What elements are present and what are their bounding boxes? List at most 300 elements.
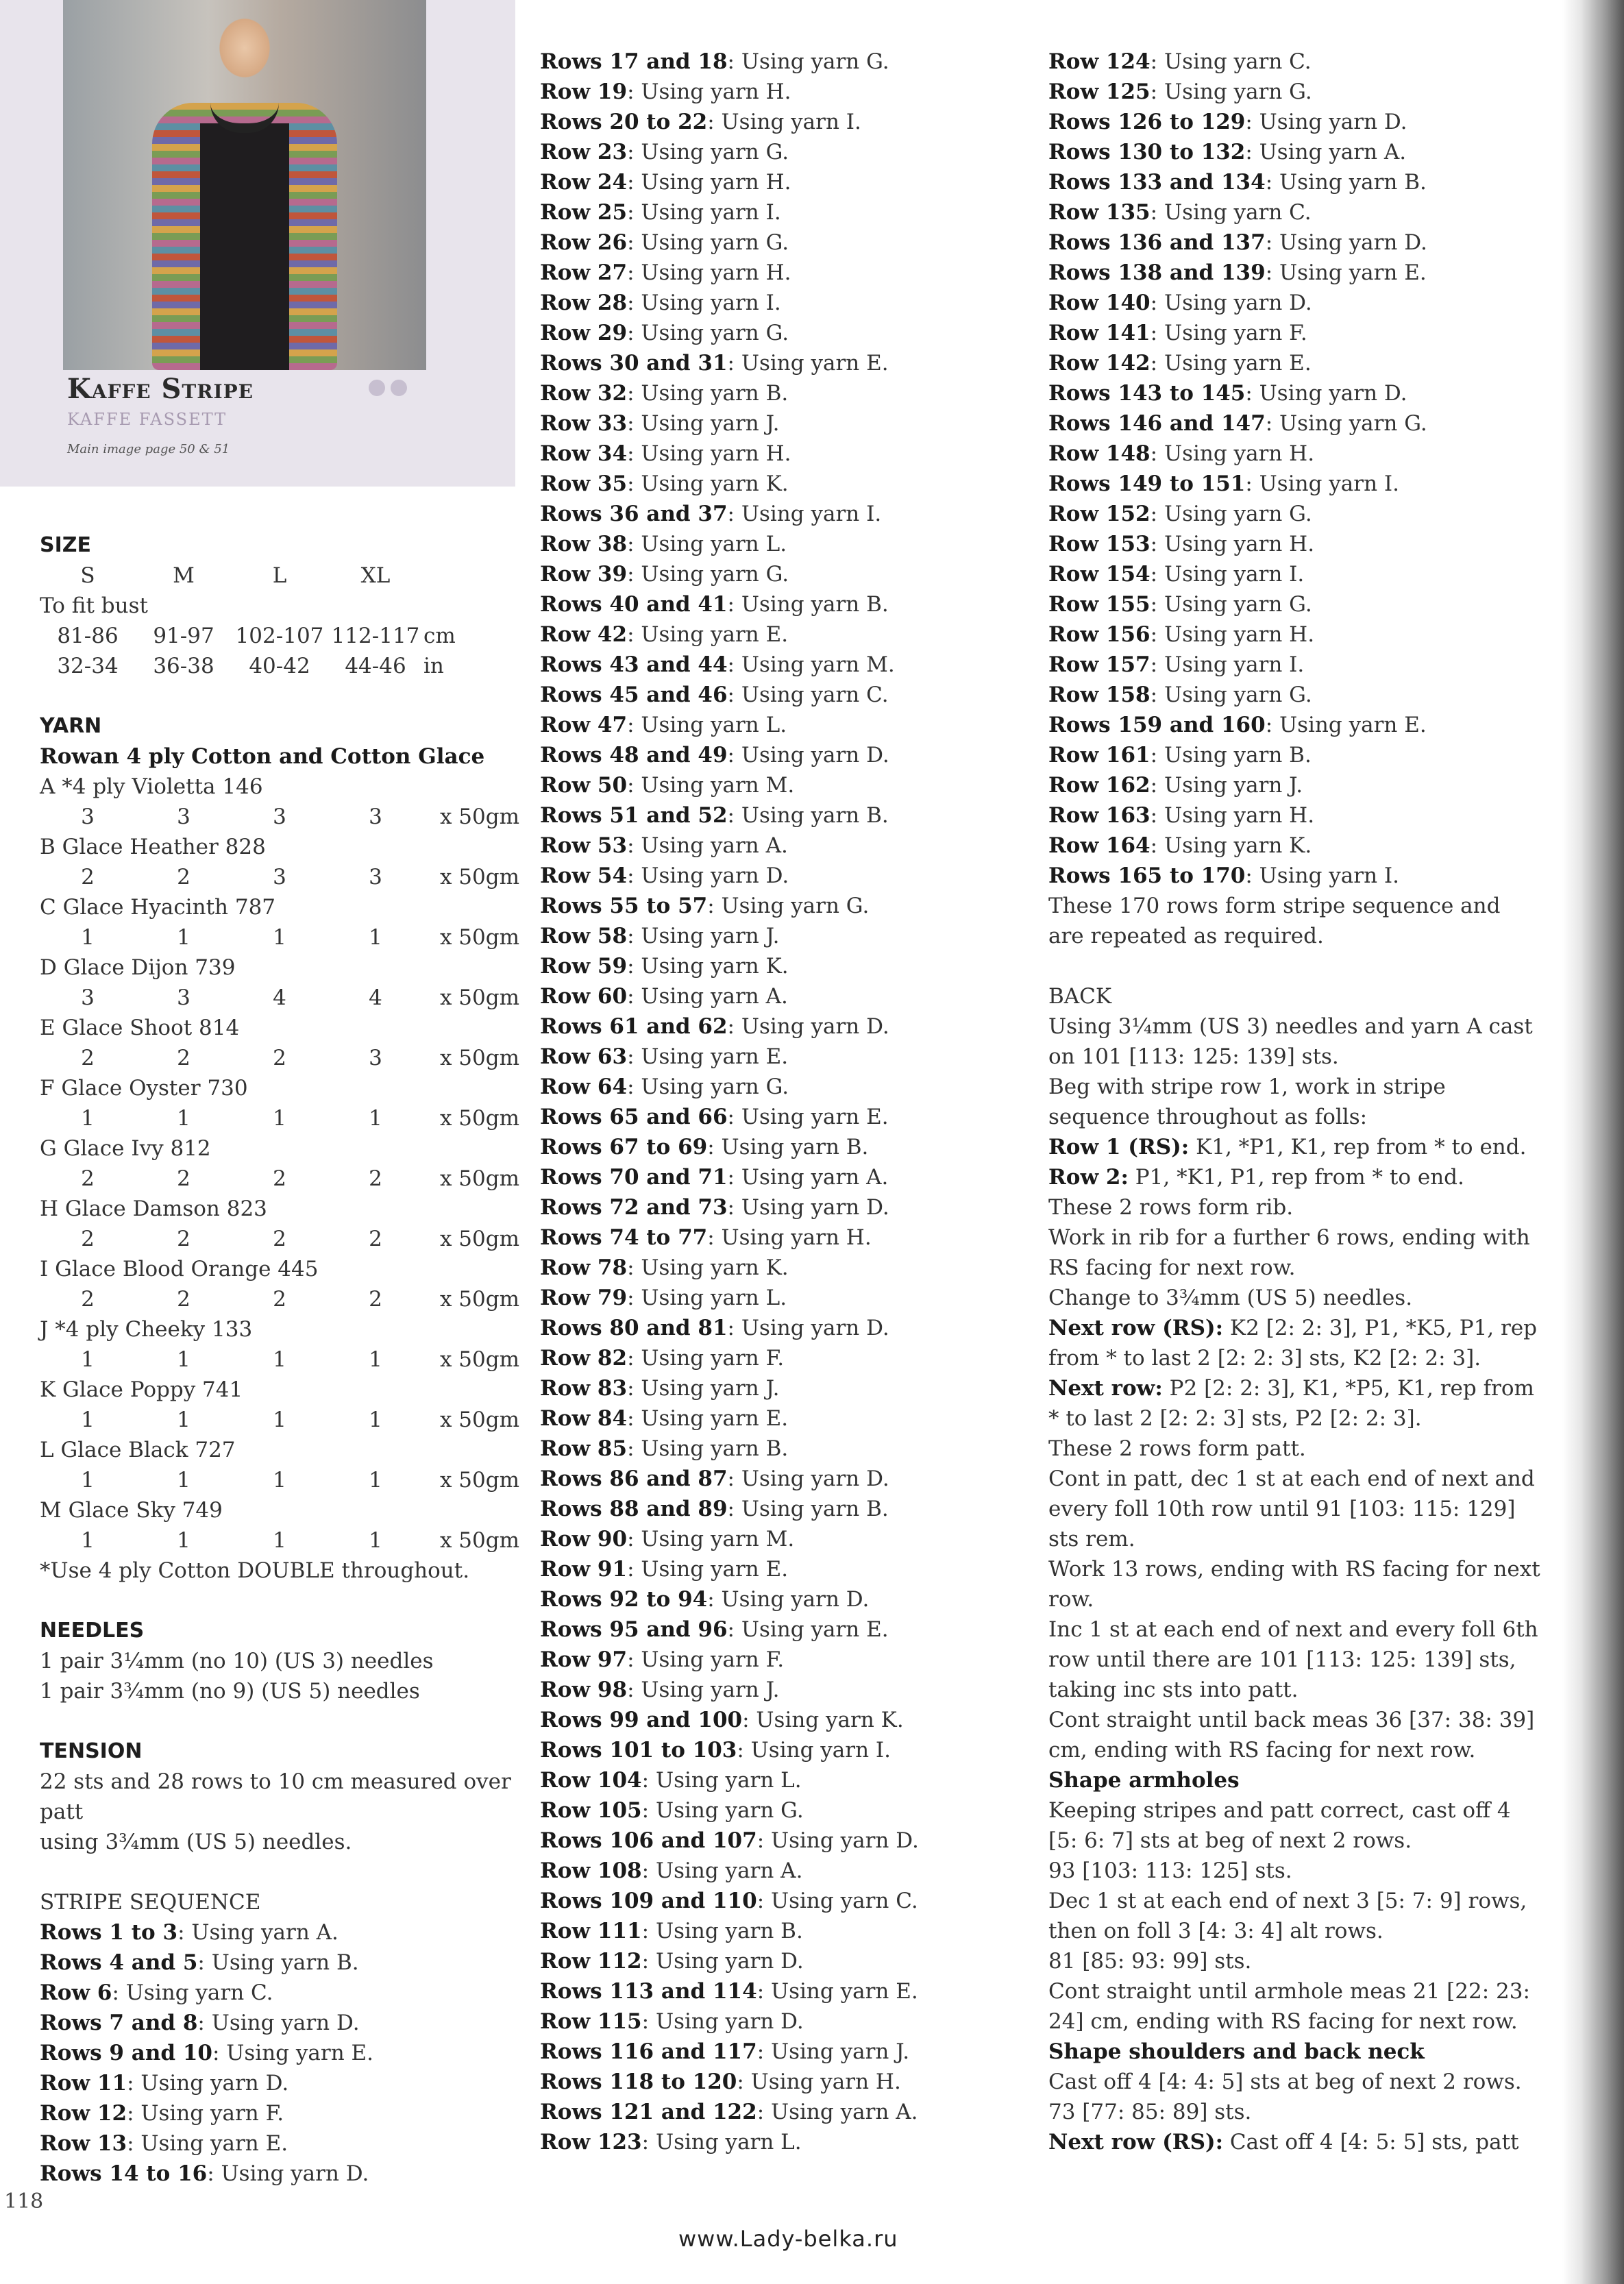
stripe-row-label: Rows 67 to 69 bbox=[540, 1135, 708, 1159]
stripe-row bbox=[540, 1313, 1033, 1343]
stripe-row-yarn: : Using yarn F. bbox=[1150, 321, 1307, 345]
stripe-row-yarn: : Using yarn E. bbox=[127, 2131, 288, 2156]
stripe-row-yarn: : Using yarn B. bbox=[197, 1950, 359, 1975]
stripe-row-yarn: : Using yarn B. bbox=[1150, 743, 1312, 768]
stripe-row-label: Rows 88 and 89 bbox=[540, 1497, 728, 1521]
instruction-text: Inc 1 st at each end of next and every foll 6th row until there are 101 [113: 125: 139] sts, taking inc sts into patt. bbox=[1048, 1617, 1538, 1702]
stripe-row-label: Row 33 bbox=[540, 411, 628, 436]
stripe-row bbox=[1048, 589, 1542, 619]
stripe-row bbox=[540, 1192, 1033, 1223]
stripe-row bbox=[540, 1403, 1033, 1434]
stripe-heading: STRIPE SEQUENCE bbox=[40, 1890, 261, 1915]
stripe-row-yarn: : Using yarn G. bbox=[707, 894, 870, 918]
yarn-quantity: 1 bbox=[81, 1528, 95, 1553]
stripe-row-yarn: : Using yarn H. bbox=[1150, 803, 1315, 828]
instruction-line bbox=[1048, 1795, 1542, 1856]
stripe-row-yarn: : Using yarn D. bbox=[127, 2071, 289, 2096]
stripe-row bbox=[40, 2038, 519, 2068]
header-panel bbox=[0, 0, 515, 487]
stripe-row-yarn: : Using yarn B. bbox=[627, 381, 789, 406]
stripe-row-label: Rows 143 to 145 bbox=[1048, 381, 1246, 406]
stripe-row-yarn: : Using yarn E. bbox=[212, 2041, 373, 2065]
stripe-row-yarn: : Using yarn H. bbox=[627, 170, 791, 195]
stripe-row-yarn: : Using yarn M. bbox=[627, 1527, 795, 1551]
yarn-quantity: 2 bbox=[273, 1227, 286, 1251]
section-subheading: Shape shoulders and back neck bbox=[1048, 2039, 1425, 2064]
website-watermark: www.Lady-belka.ru bbox=[678, 2226, 898, 2252]
stripe-row bbox=[540, 167, 1033, 197]
stripe-row-label: Rows 45 and 46 bbox=[540, 683, 728, 707]
yarn-quantity: 1 bbox=[369, 1468, 382, 1493]
instruction-text: Using 3¼mm (US 3) needles and yarn A cast on 101 [113: 125: 139] sts. bbox=[1048, 1014, 1533, 1069]
stripe-row-label: Rows 121 and 122 bbox=[540, 2100, 757, 2124]
stripe-row-yarn: : Using yarn G. bbox=[627, 1075, 789, 1099]
stripe-row bbox=[1048, 559, 1542, 589]
yarn-quantity: 1 bbox=[177, 1106, 190, 1131]
stripe-row bbox=[540, 2127, 1033, 2157]
yarn-quantity: 2 bbox=[177, 865, 190, 889]
stripe-row bbox=[540, 1494, 1033, 1524]
stripe-row-yarn: : Using yarn B. bbox=[727, 1497, 889, 1521]
stripe-row-label: Row 42 bbox=[540, 622, 628, 647]
stripe-row bbox=[1048, 650, 1542, 680]
yarn-heading: YARN bbox=[40, 714, 102, 738]
instruction-text: Beg with stripe row 1, work in stripe sequence throughout as folls: bbox=[1048, 1075, 1446, 1129]
stripe-row-yarn: : Using yarn I. bbox=[707, 110, 861, 134]
instruction-text: 73 [77: 85: 89] sts. bbox=[1048, 2100, 1252, 2124]
size-labels-row bbox=[40, 561, 519, 591]
stripe-row bbox=[1048, 228, 1542, 258]
stripe-row bbox=[1048, 107, 1542, 137]
stripe-row-yarn: : Using yarn D. bbox=[1150, 291, 1312, 315]
stripe-row-label: Row 25 bbox=[540, 200, 628, 225]
stripe-row bbox=[540, 770, 1033, 800]
tension-line: 22 sts and 28 rows to 10 cm measured over patt bbox=[40, 1769, 511, 1824]
stripe-row-label: Rows 126 to 129 bbox=[1048, 110, 1246, 134]
yarn-list bbox=[40, 772, 519, 1556]
instruction-line bbox=[1048, 1614, 1542, 1705]
stripe-row-yarn: : Using yarn G. bbox=[1150, 683, 1312, 707]
instruction-text: These 2 rows form patt. bbox=[1048, 1436, 1306, 1461]
stripe-row-yarn: : Using yarn K. bbox=[742, 1708, 904, 1732]
yarn-unit: x 50gm bbox=[439, 925, 519, 950]
stripe-row-yarn: : Using yarn E. bbox=[1265, 260, 1427, 285]
size-value: 40-42 bbox=[249, 654, 310, 678]
stripe-row-label: Row 26 bbox=[540, 230, 628, 255]
stripe-row-yarn: : Using yarn E. bbox=[727, 1617, 889, 1642]
stripe-row-label: Rows 99 and 100 bbox=[540, 1708, 743, 1732]
back-heading: BACK bbox=[1048, 984, 1112, 1009]
yarn-quantity: 3 bbox=[81, 805, 95, 829]
stripe-row bbox=[540, 258, 1033, 288]
stripe-row bbox=[540, 891, 1033, 921]
stripe-row-label: Rows 159 and 160 bbox=[1048, 713, 1266, 737]
instruction-line bbox=[1048, 1886, 1542, 1946]
yarn-quantity: 1 bbox=[273, 1468, 286, 1493]
stripe-row bbox=[1048, 740, 1542, 770]
stripe-row bbox=[540, 137, 1033, 167]
yarn-quantity: 3 bbox=[81, 985, 95, 1010]
stripe-row-label: Row 79 bbox=[540, 1286, 628, 1310]
stripe-row bbox=[1048, 378, 1542, 408]
stripe-row-label: Row 47 bbox=[540, 713, 628, 737]
stripe-row-yarn: : Using yarn D. bbox=[727, 1195, 889, 1220]
stripe-row-label: Row 63 bbox=[540, 1044, 628, 1069]
stripe-row-yarn: : Using yarn E. bbox=[627, 1044, 789, 1069]
stripe-row bbox=[540, 740, 1033, 770]
stripe-row-yarn: : Using yarn C. bbox=[727, 683, 889, 707]
stripe-row-label: Rows 9 and 10 bbox=[40, 2041, 212, 2065]
stripe-row bbox=[1048, 619, 1542, 650]
stripe-row bbox=[540, 1072, 1033, 1102]
stripe-row bbox=[1048, 167, 1542, 197]
yarn-quantity: 1 bbox=[81, 925, 95, 950]
stripe-row-yarn: : Using yarn C. bbox=[112, 1980, 273, 2005]
instruction-text: Keeping stripes and patt correct, cast off 4 [5: 6: 7] sts at beg of next 2 rows. bbox=[1048, 1798, 1511, 1853]
stripe-row-label: Row 155 bbox=[1048, 592, 1151, 617]
stripe-row bbox=[540, 47, 1033, 77]
stripe-row-yarn: : Using yarn H. bbox=[737, 2070, 901, 2094]
yarn-quantity: 1 bbox=[81, 1468, 95, 1493]
stripe-row-yarn: : Using yarn K. bbox=[627, 954, 789, 979]
stripe-row bbox=[540, 1976, 1033, 2006]
yarn-quantity: 1 bbox=[177, 1408, 190, 1432]
yarn-unit: x 50gm bbox=[439, 865, 519, 889]
instruction-line bbox=[1048, 1283, 1542, 1313]
stripe-row bbox=[540, 1554, 1033, 1584]
instruction-text: K2 [2: 2: 3], P1, *K5, P1, rep from * to last 2 [2: 2: 3] sts, K2 [2: 2: 3]. bbox=[1048, 1316, 1538, 1371]
instruction-line bbox=[1048, 1856, 1542, 1886]
stripe-row-label: Rows 17 and 18 bbox=[540, 49, 728, 74]
stripe-row bbox=[540, 499, 1033, 529]
stripe-row-yarn: : Using yarn E. bbox=[727, 1105, 889, 1129]
instruction-line bbox=[1048, 1223, 1542, 1283]
stripe-row-label: Row 35 bbox=[540, 471, 628, 496]
stripe-row-yarn: : Using yarn B. bbox=[641, 1919, 803, 1943]
stripe-row-label: Rows 43 and 44 bbox=[540, 652, 728, 677]
stripe-row bbox=[1048, 288, 1542, 318]
yarn-quantity: 2 bbox=[81, 865, 95, 889]
stripe-row-label: Row 28 bbox=[540, 291, 628, 315]
stripe-row-yarn: : Using yarn L. bbox=[627, 713, 787, 737]
stripe-row-label: Row 27 bbox=[540, 260, 628, 285]
yarn-quantity: 1 bbox=[369, 1528, 382, 1553]
yarn-quantity: 1 bbox=[369, 1408, 382, 1432]
stripe-row bbox=[1048, 469, 1542, 499]
yarn-quantity: 2 bbox=[177, 1287, 190, 1312]
yarn-quantity: 1 bbox=[81, 1106, 95, 1131]
instruction-text: Cont straight until armhole meas 21 [22: 23: 24] cm, ending with RS facing for next row. bbox=[1048, 1979, 1530, 2034]
yarn-quantities bbox=[40, 1103, 519, 1133]
stripe-row bbox=[540, 318, 1033, 348]
stripe-row bbox=[540, 107, 1033, 137]
stripe-row-yarn: : Using yarn H. bbox=[627, 260, 791, 285]
yarn-quantity: 1 bbox=[81, 1408, 95, 1432]
stripe-row bbox=[1048, 137, 1542, 167]
stripe-row-yarn: : Using yarn H. bbox=[627, 79, 791, 104]
instruction-text: P1, *K1, P1, rep from * to end. bbox=[1128, 1165, 1464, 1190]
stripe-row-yarn: : Using yarn D. bbox=[727, 1466, 889, 1491]
stripe-row bbox=[540, 1132, 1033, 1162]
stripe-row-yarn: : Using yarn I. bbox=[1245, 863, 1400, 888]
stripe-row-label: Row 83 bbox=[540, 1376, 628, 1401]
stripe-row-label: Row 19 bbox=[540, 79, 628, 104]
stripe-row bbox=[540, 650, 1033, 680]
stripe-row-label: Row 104 bbox=[540, 1768, 642, 1793]
stripe-row bbox=[540, 2067, 1033, 2097]
instruction-text: Work 13 rows, ending with RS facing for next row. bbox=[1048, 1557, 1540, 1612]
stripe-rows-col3 bbox=[1048, 47, 1542, 891]
stripe-row bbox=[540, 1614, 1033, 1645]
stripe-row-label: Rows 109 and 110 bbox=[540, 1889, 757, 1913]
stripe-row-yarn: : Using yarn D. bbox=[727, 1014, 889, 1039]
yarn-unit: x 50gm bbox=[439, 1166, 519, 1191]
stripe-row-yarn: : Using yarn C. bbox=[1150, 200, 1312, 225]
yarn-name: M Glace Sky 749 bbox=[40, 1498, 223, 1523]
yarn-unit: x 50gm bbox=[439, 985, 519, 1010]
stripe-row-label: Row 152 bbox=[1048, 502, 1151, 526]
size-unit: in bbox=[423, 654, 444, 678]
stripe-row-yarn: : Using yarn B. bbox=[1265, 170, 1427, 195]
stripe-row-label: Rows 36 and 37 bbox=[540, 502, 728, 526]
stripe-row-yarn: : Using yarn D. bbox=[1245, 110, 1407, 134]
stripe-row-label: Row 78 bbox=[540, 1255, 628, 1280]
yarn-quantity: 1 bbox=[177, 1468, 190, 1493]
yarn-quantity: 1 bbox=[369, 1347, 382, 1372]
stripe-row-label: Rows 70 and 71 bbox=[540, 1165, 728, 1190]
stripe-row bbox=[1048, 197, 1542, 228]
stripe-row bbox=[1048, 318, 1542, 348]
stripe-row-yarn: : Using yarn H. bbox=[1150, 532, 1315, 556]
stripe-row-label: Row 38 bbox=[540, 532, 628, 556]
stripe-row bbox=[540, 348, 1033, 378]
stripe-row bbox=[540, 378, 1033, 408]
stripe-row bbox=[40, 2128, 519, 2159]
stripe-row bbox=[1048, 348, 1542, 378]
stripe-row bbox=[540, 1011, 1033, 1042]
yarn-quantity: 2 bbox=[273, 1166, 286, 1191]
stripe-row bbox=[40, 2068, 519, 2098]
stripe-row-label: Rows 40 and 41 bbox=[540, 592, 728, 617]
stripe-row bbox=[540, 1283, 1033, 1313]
yarn-subheading: Rowan 4 ply Cotton and Cotton Glace bbox=[40, 744, 485, 769]
to-fit-bust-label: To fit bust bbox=[40, 593, 148, 618]
size-value: 102-107 bbox=[235, 624, 324, 648]
yarn-name: D Glace Dijon 739 bbox=[40, 955, 236, 980]
size-value: 91-97 bbox=[153, 624, 214, 648]
instruction-label: Next row (RS): bbox=[1048, 1316, 1224, 1340]
stripe-row-yarn: : Using yarn G. bbox=[727, 49, 889, 74]
stripe-row-label: Rows 136 and 137 bbox=[1048, 230, 1266, 255]
stripe-row-yarn: : Using yarn M. bbox=[627, 773, 795, 798]
stripe-row-label: Rows 95 and 96 bbox=[540, 1617, 728, 1642]
stripe-row-yarn: : Using yarn K. bbox=[1150, 833, 1312, 858]
stripe-row bbox=[540, 559, 1033, 589]
stripe-row bbox=[540, 197, 1033, 228]
instruction-text: 93 [103: 113: 125] sts. bbox=[1048, 1858, 1292, 1883]
stripe-row-label: Row 23 bbox=[540, 140, 628, 164]
stripe-row bbox=[1048, 831, 1542, 861]
yarn-quantity: 3 bbox=[273, 865, 286, 889]
stripe-row-yarn: : Using yarn D. bbox=[207, 2161, 369, 2186]
stripe-row-label: Rows 86 and 87 bbox=[540, 1466, 728, 1491]
instruction-text: Work in rib for a further 6 rows, ending with RS facing for next row. bbox=[1048, 1225, 1530, 1280]
instruction-line bbox=[1048, 1132, 1542, 1162]
stripe-row-label: Row 163 bbox=[1048, 803, 1151, 828]
stripe-rows-col1 bbox=[40, 1917, 519, 2189]
stripe-row bbox=[540, 1524, 1033, 1554]
yarn-quantities bbox=[40, 1525, 519, 1556]
yarn-quantity: 1 bbox=[369, 1106, 382, 1131]
stripe-row-label: Row 59 bbox=[540, 954, 628, 979]
stripe-row-yarn: : Using yarn D. bbox=[727, 1316, 889, 1340]
stripe-row-label: Row 58 bbox=[540, 924, 628, 948]
stripe-row bbox=[540, 951, 1033, 981]
stripe-row bbox=[40, 1917, 519, 1948]
yarn-name: L Glace Black 727 bbox=[40, 1438, 236, 1462]
instruction-text: Cont straight until back meas 36 [37: 38: 39] cm, ending with RS facing for next row. bbox=[1048, 1708, 1535, 1763]
stripe-row-label: Row 24 bbox=[540, 170, 628, 195]
stripe-row-label: Row 84 bbox=[540, 1406, 628, 1431]
size-heading: SIZE bbox=[40, 533, 92, 557]
stripe-row-yarn: : Using yarn J. bbox=[756, 2039, 910, 2064]
yarn-quantity: 2 bbox=[273, 1046, 286, 1070]
stripe-row bbox=[540, 861, 1033, 891]
stripe-row-label: Row 39 bbox=[540, 562, 628, 587]
stripe-row-label: Row 153 bbox=[1048, 532, 1151, 556]
yarn-unit: x 50gm bbox=[439, 805, 519, 829]
size-unit: cm bbox=[423, 624, 456, 648]
yarn-quantity: 2 bbox=[369, 1287, 382, 1312]
stripe-row bbox=[1048, 861, 1542, 891]
stripe-row-label: Row 90 bbox=[540, 1527, 628, 1551]
stripe-row-label: Rows 113 and 114 bbox=[540, 1979, 757, 2004]
stripe-row-yarn: : Using yarn D. bbox=[727, 743, 889, 768]
stripe-row-label: Rows 55 to 57 bbox=[540, 894, 708, 918]
yarn-note: *Use 4 ply Cotton DOUBLE throughout. bbox=[40, 1558, 470, 1583]
stripe-row-label: Row 124 bbox=[1048, 49, 1151, 74]
stripe-row-yarn: : Using yarn E. bbox=[1265, 713, 1427, 737]
stripe-row bbox=[540, 1705, 1033, 1735]
yarn-unit: x 50gm bbox=[439, 1347, 519, 1372]
yarn-unit: x 50gm bbox=[439, 1408, 519, 1432]
stripe-row-yarn: : Using yarn A. bbox=[627, 833, 788, 858]
yarn-quantity: 2 bbox=[81, 1227, 95, 1251]
back-instructions bbox=[1048, 1011, 1542, 2157]
yarn-quantity: 3 bbox=[273, 805, 286, 829]
stripe-row-label: Row 141 bbox=[1048, 321, 1151, 345]
instruction-label: Next row: bbox=[1048, 1376, 1163, 1401]
main-image-ref: Main image page 50 & 51 bbox=[67, 442, 230, 456]
instruction-text: Cast off 4 [4: 5: 5] sts, patt bbox=[1223, 2130, 1519, 2154]
stripe-row-yarn: : Using yarn G. bbox=[1150, 79, 1312, 104]
tension-heading: TENSION bbox=[40, 1739, 143, 1763]
stripe-row-label: Row 112 bbox=[540, 1949, 642, 1974]
stripe-row-yarn: : Using yarn D. bbox=[641, 1949, 804, 1974]
stripe-row bbox=[540, 1584, 1033, 1614]
size-label: XL bbox=[360, 563, 391, 588]
yarn-quantity: 2 bbox=[81, 1166, 95, 1191]
yarn-name: A *4 ply Violetta 146 bbox=[40, 774, 263, 799]
instruction-label: Row 2: bbox=[1048, 1165, 1129, 1190]
book-spine-shadow bbox=[1562, 0, 1624, 2284]
yarn-name: J *4 ply Cheeky 133 bbox=[40, 1317, 253, 1342]
stripe-row-label: Row 54 bbox=[540, 863, 628, 888]
stripe-row-yarn: : Using yarn D. bbox=[1245, 381, 1407, 406]
stripe-row bbox=[540, 529, 1033, 559]
stripe-row-label: Rows 51 and 52 bbox=[540, 803, 728, 828]
stripe-row bbox=[540, 288, 1033, 318]
stripe-row-label: Row 158 bbox=[1048, 683, 1151, 707]
size-value: 36-38 bbox=[153, 654, 214, 678]
stripe-row-yarn: : Using yarn F. bbox=[627, 1346, 785, 1371]
yarn-quantities bbox=[40, 1344, 519, 1375]
yarn-unit: x 50gm bbox=[439, 1046, 519, 1070]
yarn-quantities bbox=[40, 1043, 519, 1073]
instruction-line bbox=[1048, 1162, 1542, 1192]
stripe-row-yarn: : Using yarn L. bbox=[627, 532, 787, 556]
stripe-row-label: Rows 130 to 132 bbox=[1048, 140, 1246, 164]
needles-line: 1 pair 3¾mm (no 9) (US 5) needles bbox=[40, 1679, 420, 1704]
instruction-line bbox=[1048, 1011, 1542, 1072]
stripe-row bbox=[1048, 529, 1542, 559]
stripe-row bbox=[540, 1434, 1033, 1464]
instruction-text: Dec 1 st at each end of next 3 [5: 7: 9] rows, then on foll 3 [4: 3: 4] alt rows. bbox=[1048, 1889, 1527, 1943]
stripe-row-yarn: : Using yarn I. bbox=[737, 1738, 891, 1763]
stripe-row bbox=[540, 589, 1033, 619]
stripe-row-label: Row 111 bbox=[540, 1919, 642, 1943]
instruction-line bbox=[1048, 2097, 1542, 2127]
stripe-row bbox=[540, 228, 1033, 258]
stripe-row bbox=[540, 2006, 1033, 2037]
yarn-quantity: 2 bbox=[81, 1046, 95, 1070]
stripe-row bbox=[540, 1795, 1033, 1826]
stripe-row-label: Rows 106 and 107 bbox=[540, 1828, 757, 1853]
stripe-row-yarn: : Using yarn B. bbox=[707, 1135, 869, 1159]
stripe-row-label: Rows 30 and 31 bbox=[540, 351, 728, 376]
yarn-quantities bbox=[40, 862, 519, 892]
stripe-row-yarn: : Using yarn I. bbox=[1245, 471, 1400, 496]
stripe-row-label: Rows 65 and 66 bbox=[540, 1105, 728, 1129]
stripe-row-label: Row 13 bbox=[40, 2131, 127, 2156]
stripe-row-label: Row 85 bbox=[540, 1436, 628, 1461]
yarn-name: K Glace Poppy 741 bbox=[40, 1377, 243, 1402]
stripe-row bbox=[540, 1735, 1033, 1765]
stripe-row bbox=[540, 408, 1033, 439]
section-subheading: Shape armholes bbox=[1048, 1768, 1240, 1793]
stripe-row bbox=[1048, 499, 1542, 529]
needles-line: 1 pair 3¼mm (no 10) (US 3) needles bbox=[40, 1649, 434, 1673]
stripe-row-label: Row 91 bbox=[540, 1557, 628, 1582]
pattern-title: Kaffe Stripe bbox=[67, 373, 254, 405]
instruction-line bbox=[1048, 2127, 1542, 2157]
stripe-row-label: Row 135 bbox=[1048, 200, 1151, 225]
stripe-row-label: Rows 7 and 8 bbox=[40, 2011, 198, 2035]
stripe-row bbox=[540, 800, 1033, 831]
stripe-row-yarn: : Using yarn L. bbox=[641, 1768, 802, 1793]
size-label: S bbox=[80, 563, 95, 588]
model-photo bbox=[63, 0, 426, 370]
stripe-row-yarn: : Using yarn C. bbox=[1150, 49, 1312, 74]
stripe-row-yarn: : Using yarn A. bbox=[641, 1858, 803, 1883]
yarn-quantity: 1 bbox=[273, 1106, 286, 1131]
stripe-row bbox=[540, 1675, 1033, 1705]
stripe-row-label: Rows 14 to 16 bbox=[40, 2161, 208, 2186]
instruction-label: Next row (RS): bbox=[1048, 2130, 1224, 2154]
stripe-row-label: Row 60 bbox=[540, 984, 628, 1009]
stripe-row-yarn: : Using yarn M. bbox=[727, 652, 895, 677]
stripe-row bbox=[540, 1916, 1033, 1946]
